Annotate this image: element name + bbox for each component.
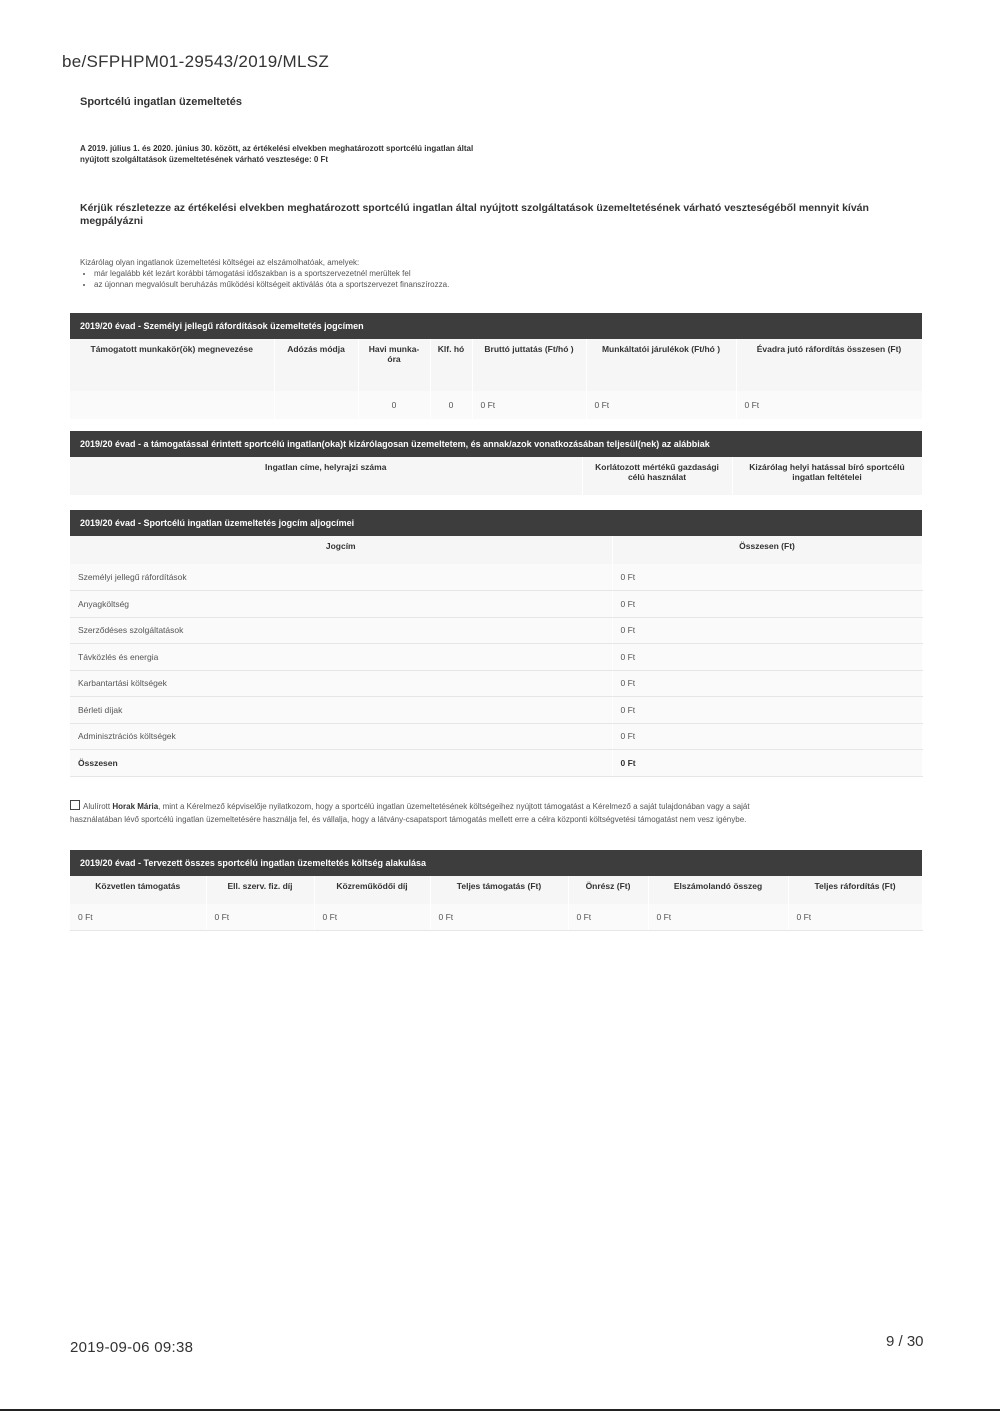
- intro-line-2: nyújtott szolgáltatások üzemeltetésének várható vesztesége: 0 Ft: [80, 155, 329, 164]
- cell-settlement: 0 Ft: [648, 904, 788, 930]
- table-row: [70, 723, 922, 750]
- print-datetime: 2019-09-06 09:38: [70, 1339, 194, 1356]
- intro-text: [80, 143, 680, 165]
- col-header-hours: Havi munka-óra: [358, 339, 430, 391]
- total-row: [70, 750, 922, 777]
- table-row: [70, 697, 922, 724]
- category-label: Adminisztrációs költségek: [70, 723, 612, 750]
- table-row: [70, 644, 922, 671]
- category-label: Anyagköltség: [70, 591, 612, 618]
- declaration-prefix: Alulírott: [83, 802, 111, 811]
- total-value: 0 Ft: [612, 750, 922, 777]
- cell-total-support: 0 Ft: [430, 904, 568, 930]
- col-header-control-fee: Ell. szerv. fiz. díj: [206, 876, 314, 904]
- category-label: Szerződéses szolgáltatások: [70, 617, 612, 644]
- document-id: be/SFPHPM01-29543/2019/MLSZ: [62, 52, 330, 71]
- total-label: Összesen: [70, 750, 612, 777]
- col-header-direct-support: Közvetlen támogatás: [70, 876, 206, 904]
- cell-total-expense: 0 Ft: [788, 904, 922, 930]
- col-header-category: Jogcím: [70, 536, 612, 564]
- col-header-own-share: Önrész (Ft): [568, 876, 648, 904]
- col-header-economic-use: Korlátozott mértékű gazdasági célú használat: [582, 457, 732, 495]
- col-header-months: Klf. hó: [430, 339, 472, 391]
- personnel-table: [70, 339, 923, 419]
- col-header-total-expense: Teljes ráfordítás (Ft): [788, 876, 922, 904]
- category-value: 0 Ft: [612, 723, 922, 750]
- cell-own-share: 0 Ft: [568, 904, 648, 930]
- personnel-section-bar: 2019/20 évad - Személyi jellegű ráfordítások üzemeltetés jogcímen: [70, 313, 922, 339]
- col-header-gross: Bruttó juttatás (Ft/hó ): [472, 339, 586, 391]
- category-label: Személyi jellegű ráfordítások: [70, 564, 612, 591]
- category-label: Karbantartási költségek: [70, 670, 612, 697]
- eligibility-note: [80, 257, 920, 290]
- note-item: • már legalább két lezárt korábbi támogatási időszakban is a sportszervezetnél merültek fel: [94, 268, 920, 279]
- table-row: [70, 591, 922, 618]
- category-value: 0 Ft: [612, 670, 922, 697]
- note-list: [80, 268, 920, 290]
- cell-hours: 0: [358, 391, 430, 419]
- page-number: 9 / 30: [886, 1333, 924, 1350]
- table-row: [70, 617, 922, 644]
- summary-section-bar: 2019/20 évad - Tervezett összes sportcélú ingatlan üzemeltetés költség alakulása: [70, 850, 922, 876]
- col-header-total: Összesen (Ft): [612, 536, 922, 564]
- declaration: [70, 800, 926, 826]
- category-value: 0 Ft: [612, 644, 922, 671]
- category-label: Távközlés és energia: [70, 644, 612, 671]
- category-label: Bérleti díjak: [70, 697, 612, 724]
- category-value: 0 Ft: [612, 697, 922, 724]
- subitems-table: [70, 536, 923, 777]
- declaration-text-2: használatában lévő sportcélú ingatlan üzemeltetésére használja fel, és vállalja, hogy a látvány-csapatsport támogatás mellett erre a célra központi költségvetési támogatást nem vesz igénybe.: [70, 815, 747, 824]
- intro-line-1: A 2019. július 1. és 2020. június 30. között, az értékelési elvekben meghatározott sportcélú ingatlan által: [80, 144, 474, 153]
- table-row: [70, 904, 922, 930]
- table-row: [70, 564, 922, 591]
- subitems-section-bar: 2019/20 évad - Sportcélú ingatlan üzemeltetés jogcím aljogcímei: [70, 510, 922, 536]
- col-header-local-impact: Kizárólag helyi hatással bíró sportcélú ingatlan feltételei: [732, 457, 922, 495]
- cell-direct-support: 0 Ft: [70, 904, 206, 930]
- cell-months: 0: [430, 391, 472, 419]
- cell-control-fee: 0 Ft: [206, 904, 314, 930]
- col-header-job: Támogatott munkakör(ök) megnevezése: [70, 339, 274, 391]
- col-header-tax: Adózás módja: [274, 339, 358, 391]
- cell-gross: 0 Ft: [472, 391, 586, 419]
- representative-name: Horak Mária: [112, 802, 159, 811]
- cell-job: [70, 391, 274, 419]
- col-header-address: Ingatlan címe, helyrajzi száma: [70, 457, 582, 495]
- col-header-agent-fee: Közreműködői díj: [314, 876, 430, 904]
- bottom-rule: [0, 1409, 1000, 1411]
- category-value: 0 Ft: [612, 617, 922, 644]
- cell-season-total: 0 Ft: [736, 391, 922, 419]
- category-value: 0 Ft: [612, 591, 922, 618]
- cell-agent-fee: 0 Ft: [314, 904, 430, 930]
- cell-tax: [274, 391, 358, 419]
- declaration-checkbox[interactable]: [70, 800, 80, 810]
- note-item: • az újonnan megvalósult beruházás működési költségeit aktiválás óta a sportszervezet finanszírozza.: [94, 279, 920, 290]
- declaration-text-1: , mint a Kérelmező képviselője nyilatkozom, hogy a sportcélú ingatlan üzemeltetésének költségeihez nyújtott támogatást a Kérelmező a saját tulajdonában vagy a saját: [158, 802, 750, 811]
- category-value: 0 Ft: [612, 564, 922, 591]
- col-header-total-support: Teljes támogatás (Ft): [430, 876, 568, 904]
- question-heading: Kérjük részletezze az értékelési elvekben meghatározott sportcélú ingatlan által nyújtott szolgáltatások üzemeltetésének várható veszteségéből mennyit kíván megpályázni: [80, 202, 869, 227]
- property-section-bar: 2019/20 évad - a támogatással érintett sportcélú ingatlan(oka)t kizárólagosan üzemeltetem, és annak/azok vonatkozásában teljesül(nek) az alábbiak: [70, 431, 922, 457]
- table-row: [70, 670, 922, 697]
- table-row: [70, 391, 922, 419]
- cell-contrib: 0 Ft: [586, 391, 736, 419]
- col-header-season-total: Évadra jutó ráfordítás összesen (Ft): [736, 339, 922, 391]
- col-header-settlement: Elszámolandó összeg: [648, 876, 788, 904]
- section-title: Sportcélú ingatlan üzemeltetés: [80, 96, 242, 108]
- col-header-contrib: Munkáltatói járulékok (Ft/hó ): [586, 339, 736, 391]
- note-intro: Kizárólag olyan ingatlanok üzemeltetési költségei az elszámolhatóak, amelyek:: [80, 258, 360, 267]
- property-table: [70, 457, 923, 495]
- summary-table: [70, 876, 923, 931]
